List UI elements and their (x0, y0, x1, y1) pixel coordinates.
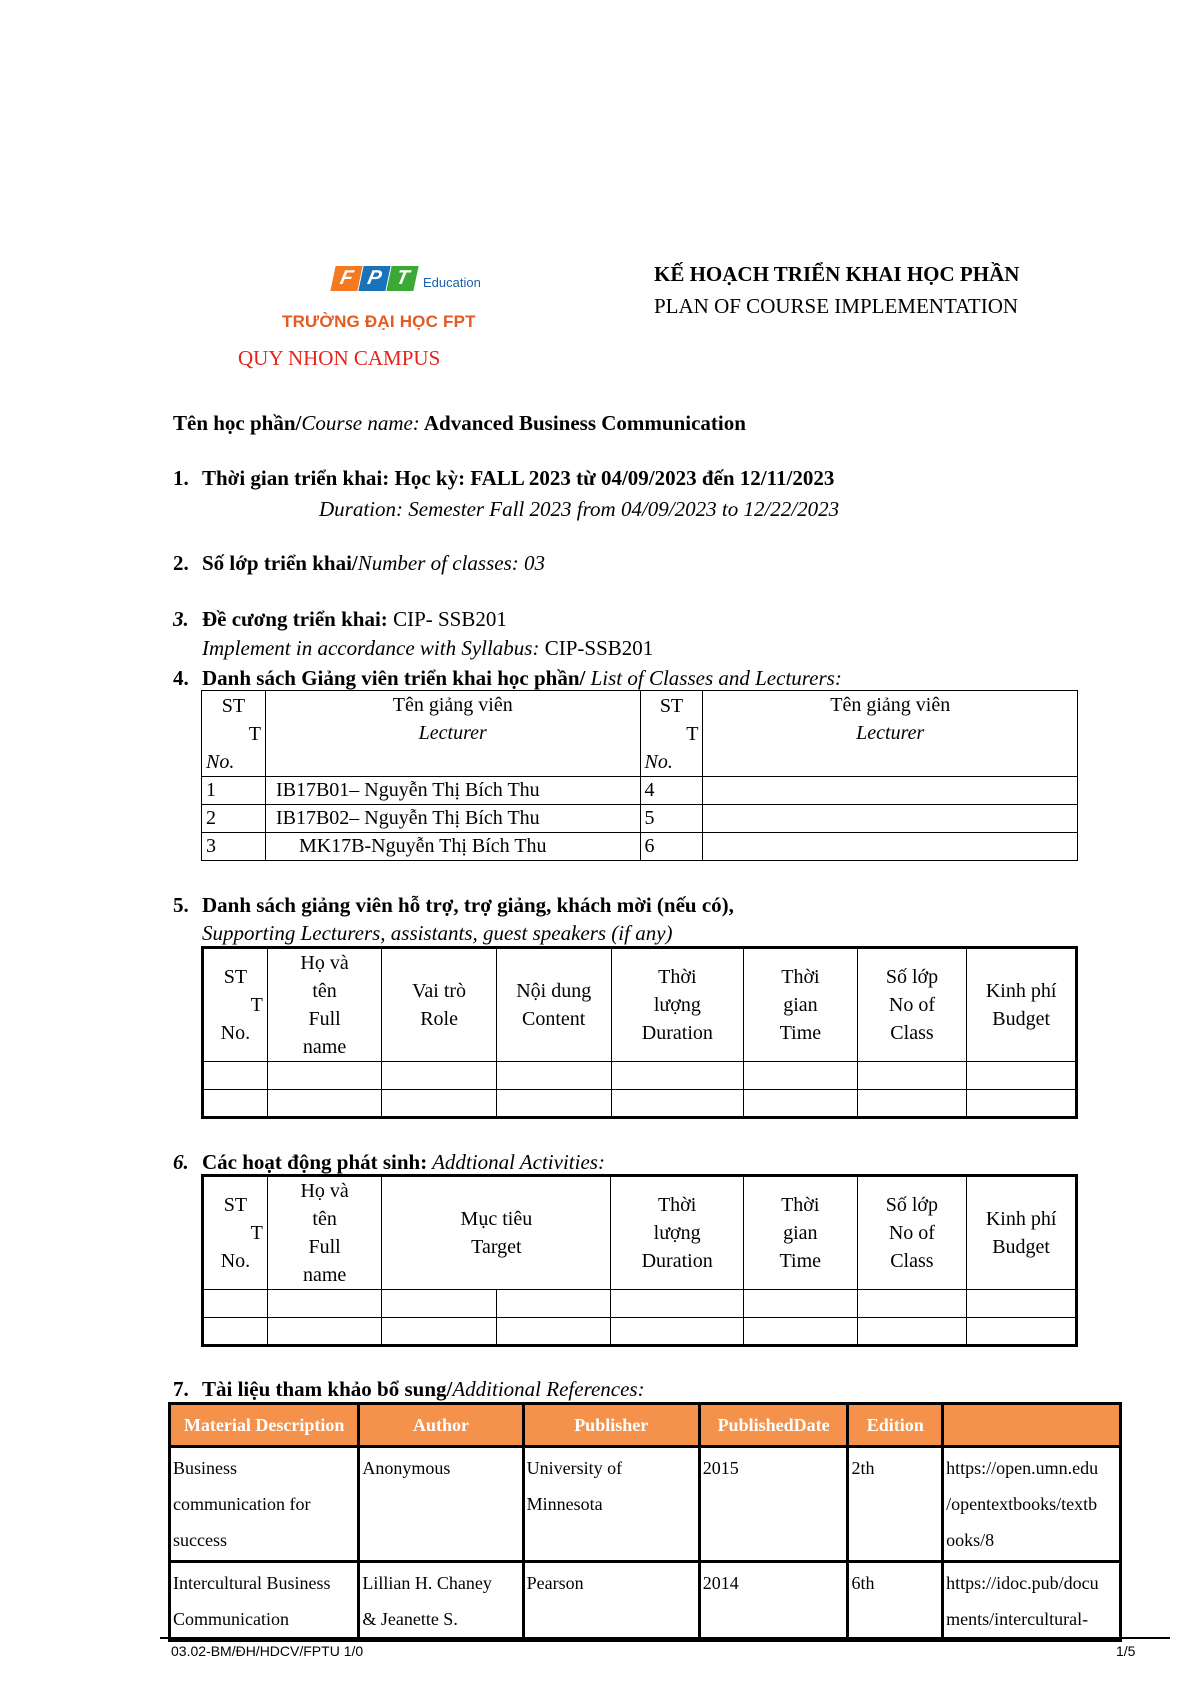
publisher: Pearson (523, 1562, 699, 1641)
author-header: Author (359, 1404, 523, 1447)
lecturer-header: Tên giảng viên Lecturer (265, 691, 640, 777)
section-3-label-en: Implement in accordance with Syllabus: (202, 636, 540, 660)
logo-letter-t: T (386, 266, 418, 291)
table-row (203, 1090, 1077, 1118)
row-number: 1 (202, 777, 266, 805)
supporting-lecturers-table (201, 946, 1078, 1119)
table-row (203, 1290, 1077, 1318)
table-row (203, 1318, 1077, 1346)
stt-header: ST T No. (202, 691, 266, 777)
lecturer-name: MK17B-Nguyễn Thị Bích Thu (265, 833, 640, 861)
link-header (943, 1404, 1121, 1447)
section-3-label-vn: Đề cương triển khai: (202, 607, 388, 631)
content-header: Nội dung Content (496, 948, 611, 1062)
section-4-label-vn: Danh sách Giảng viên triển khai học phần/ (202, 666, 586, 690)
section-2-number: 2. (173, 551, 189, 575)
table-row (203, 1062, 1077, 1090)
table-row (202, 805, 1078, 833)
logo-letter-f: F (330, 266, 362, 291)
section-2-label-vn: Số lớp triển khai/ (202, 551, 358, 575)
lecturer-name: IB17B02– Nguyễn Thị Bích Thu (265, 805, 640, 833)
section-2-classes (202, 551, 545, 576)
table-row (202, 833, 1078, 861)
fpt-logo (333, 266, 481, 291)
row-number-2: 6 (640, 833, 703, 861)
duration-header: Thời lượng Duration (611, 948, 744, 1062)
budget-header: Kinh phí Budget (967, 1176, 1077, 1290)
lecturers-table-header (202, 691, 1078, 777)
logo-education-text: Education (423, 275, 481, 290)
full-name-header: Họ và tên Full name (267, 948, 382, 1062)
logo-letter-p: P (358, 266, 390, 291)
published-date-header: PublishedDate (699, 1404, 848, 1447)
row-number-2: 4 (640, 777, 703, 805)
reference-link[interactable]: https://idoc.pub/docu ments/intercultural- (943, 1562, 1121, 1641)
lecturer-name: IB17B01– Nguyễn Thị Bích Thu (265, 777, 640, 805)
lecturer-header-2: Tên giảng viên Lecturer (703, 691, 1078, 777)
footer-document-code: 03.02-BM/ĐH/HDCV/FPTU 1/0 (171, 1643, 364, 1659)
published-date: 2014 (699, 1562, 848, 1641)
table-row (202, 777, 1078, 805)
class-count-header: Số lớp No of Class (857, 1176, 967, 1290)
section-7-label-en: Additional References: (452, 1377, 645, 1401)
section-1-duration-vn: Thời gian triển khai: Học kỳ: FALL 2023 từ 04/09/2023 đến 12/11/2023 (202, 466, 835, 490)
time-header: Thời gian Time (743, 1176, 857, 1290)
references-table (168, 1402, 1122, 1642)
section-3-syllabus-en (202, 636, 653, 661)
section-6-heading (202, 1150, 605, 1175)
section-2-label-en: Number of classes: 03 (357, 551, 545, 575)
duration-header: Thời lượng Duration (611, 1176, 744, 1290)
additional-activities-table (201, 1174, 1078, 1347)
lecturer-name-2 (703, 777, 1078, 805)
section-5-heading-vn: Danh sách giảng viên hỗ trợ, trợ giảng, khách mời (nếu có), (202, 893, 734, 917)
section-3-value: CIP- SSB201 (387, 607, 507, 631)
published-date: 2015 (699, 1447, 848, 1562)
school-name: TRƯỜNG ĐẠI HỌC FPT (282, 312, 476, 331)
author: Anonymous (359, 1447, 523, 1562)
footer-rule (160, 1637, 1170, 1639)
material-description-header: Material Description (170, 1404, 359, 1447)
table-row (170, 1562, 1121, 1641)
footer-page-number: 1/5 (1116, 1643, 1136, 1659)
document-title-en: PLAN OF COURSE IMPLEMENTATION (654, 294, 1019, 318)
course-label-vn: Tên học phần/ (173, 411, 302, 435)
lecturer-name-2 (703, 833, 1078, 861)
publisher-header: Publisher (523, 1404, 699, 1447)
row-number: 3 (202, 833, 266, 861)
section-3-syllabus-vn (202, 607, 507, 632)
publisher: University of Minnesota (523, 1447, 699, 1562)
full-name-header: Họ và tên Full name (267, 1176, 382, 1290)
material-description: Intercultural Business Communication (170, 1562, 359, 1641)
table-row (170, 1447, 1121, 1562)
class-count-header: Số lớp No of Class (857, 948, 967, 1062)
material-description: Business communication for success (170, 1447, 359, 1562)
campus-name: QUY NHON CAMPUS (238, 346, 441, 370)
section-4-number: 4. (173, 666, 189, 690)
stt-header: ST T No. (203, 1176, 268, 1290)
edition: 6th (848, 1562, 943, 1641)
stt-header: ST T No. (203, 948, 268, 1062)
role-header: Vai trò Role (382, 948, 497, 1062)
section-7-number: 7. (173, 1377, 189, 1401)
edition-header: Edition (848, 1404, 943, 1447)
lecturer-name-2 (703, 805, 1078, 833)
row-number: 2 (202, 805, 266, 833)
document-title-vn: KẾ HOẠCH TRIỂN KHAI HỌC PHẦN (654, 262, 1020, 286)
course-label-en: Course name: (301, 411, 420, 435)
course-name-line (173, 411, 746, 436)
edition: 2th (848, 1447, 943, 1562)
budget-header: Kinh phí Budget (967, 948, 1077, 1062)
section-6-label-vn: Các hoạt động phát sinh: (202, 1150, 428, 1174)
section-1-number: 1. (173, 466, 189, 490)
section-5-number: 5. (173, 893, 189, 917)
author: Lillian H. Chaney & Jeanette S. (359, 1562, 523, 1641)
section-4-label-en: List of Classes and Lecturers: (585, 666, 842, 690)
section-5-heading-en: Supporting Lecturers, assistants, guest speakers (if any) (202, 921, 673, 945)
course-name-value: Advanced Business Communication (419, 411, 746, 435)
target-header: Mục tiêu Target (382, 1176, 611, 1290)
activities-table-header (203, 1176, 1077, 1290)
row-number-2: 5 (640, 805, 703, 833)
stt-header-2: ST T No. (640, 691, 703, 777)
lecturers-table (201, 690, 1078, 861)
section-3-number: 3. (173, 607, 189, 631)
reference-link[interactable]: https://open.umn.edu /opentextbooks/textb ooks/8 (943, 1447, 1121, 1562)
section-4-heading (202, 666, 842, 691)
supporting-table-header (203, 948, 1077, 1062)
section-7-label-vn: Tài liệu tham khảo bổ sung/ (202, 1377, 453, 1401)
section-1-duration-en: Duration: Semester Fall 2023 from 04/09/2023 to 12/22/2023 (319, 497, 840, 521)
time-header: Thời gian Time (744, 948, 858, 1062)
section-6-label-en: Addtional Activities: (427, 1150, 605, 1174)
references-table-header (170, 1404, 1121, 1447)
section-6-number: 6. (173, 1150, 189, 1174)
section-3-value-en: CIP-SSB201 (539, 636, 654, 660)
section-7-heading (202, 1377, 645, 1402)
